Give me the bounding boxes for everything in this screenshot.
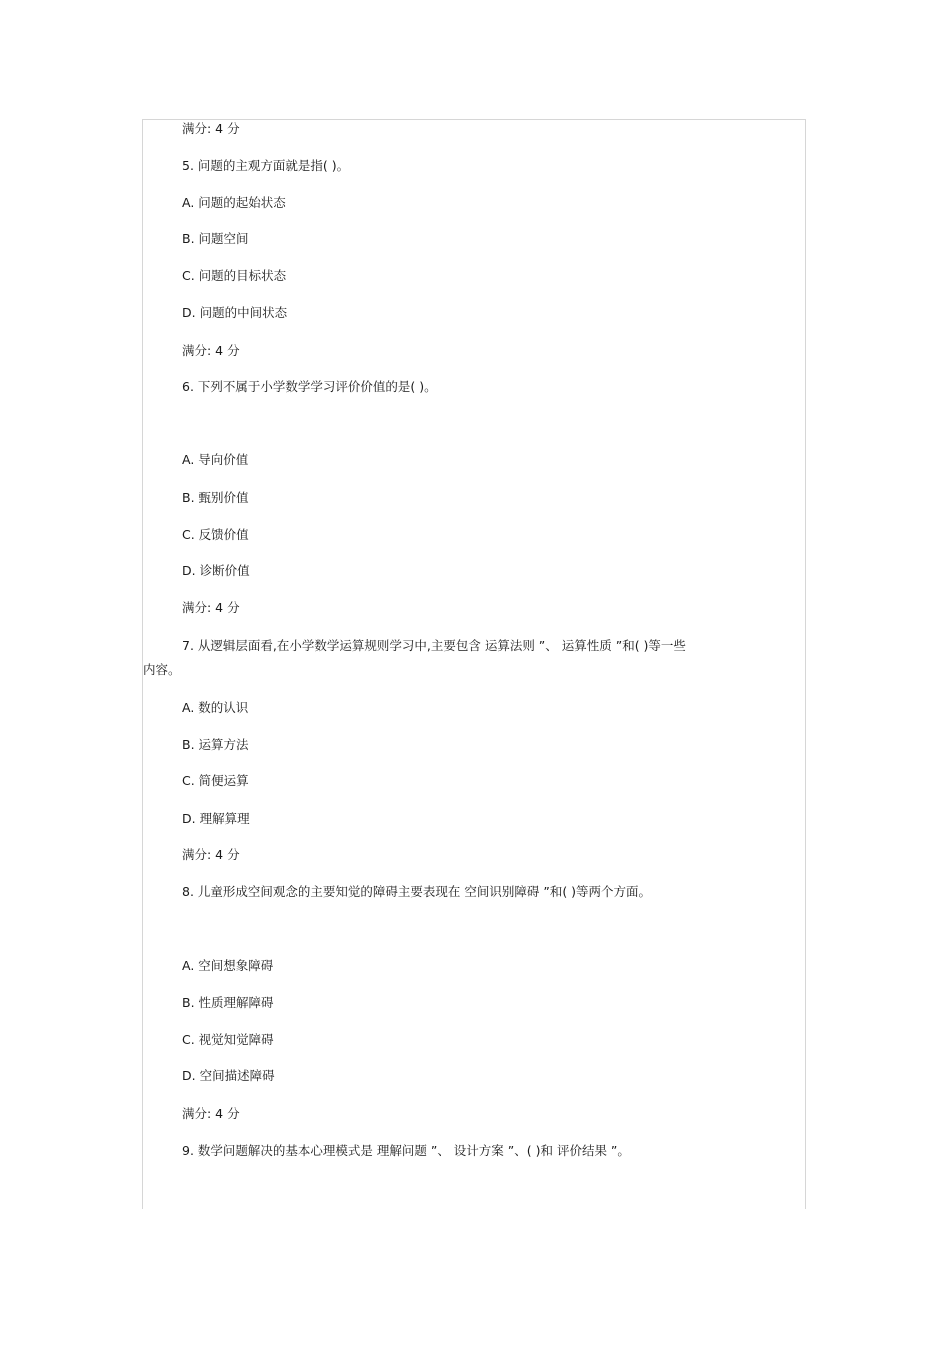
question-5-option-d: D. 问题的中间状态 [182,305,288,320]
question-8-option-a: A. 空间想象障碍 [182,958,274,973]
question-9-stem: 9. 数学问题解决的基本心理模式是 理解问题 ”、 设计方案 ”、( )和 评价结果 ”。 [182,1143,630,1158]
score-line: 满分: 4 分 [182,847,240,862]
question-6-option-d: D. 诊断价值 [182,563,250,578]
score-line: 满分: 4 分 [182,600,240,615]
question-5-option-b: B. 问题空间 [182,231,249,246]
question-7-stem-continuation: 内容。 [143,662,181,677]
score-line: 满分: 4 分 [182,121,240,136]
question-8-option-c: C. 视觉知觉障碍 [182,1032,274,1047]
question-6-option-b: B. 甄别价值 [182,490,249,505]
score-line: 满分: 4 分 [182,1106,240,1121]
question-7-option-b: B. 运算方法 [182,737,249,752]
question-6-option-c: C. 反馈价值 [182,527,249,542]
question-8-option-d: D. 空间描述障碍 [182,1068,275,1083]
question-8-option-b: B. 性质理解障碍 [182,995,274,1010]
question-5-option-a: A. 问题的起始状态 [182,195,286,210]
question-6-stem: 6. 下列不属于小学数学学习评价价值的是( )。 [182,379,437,394]
question-7-option-a: A. 数的认识 [182,700,249,715]
question-6-option-a: A. 导向价值 [182,452,249,467]
question-7-option-c: C. 简便运算 [182,773,249,788]
question-7-option-d: D. 理解算理 [182,811,250,826]
question-7-stem: 7. 从逻辑层面看,在小学数学运算规则学习中,主要包含 运算法则 ”、 运算性质 ”和( )等一些 [182,638,686,653]
question-5-option-c: C. 问题的目标状态 [182,268,287,283]
question-8-stem: 8. 儿童形成空间观念的主要知觉的障碍主要表现在 空间识别障碍 ”和( )等两个方面。 [182,884,652,899]
score-line: 满分: 4 分 [182,343,240,358]
question-5-stem: 5. 问题的主观方面就是指( )。 [182,158,350,173]
